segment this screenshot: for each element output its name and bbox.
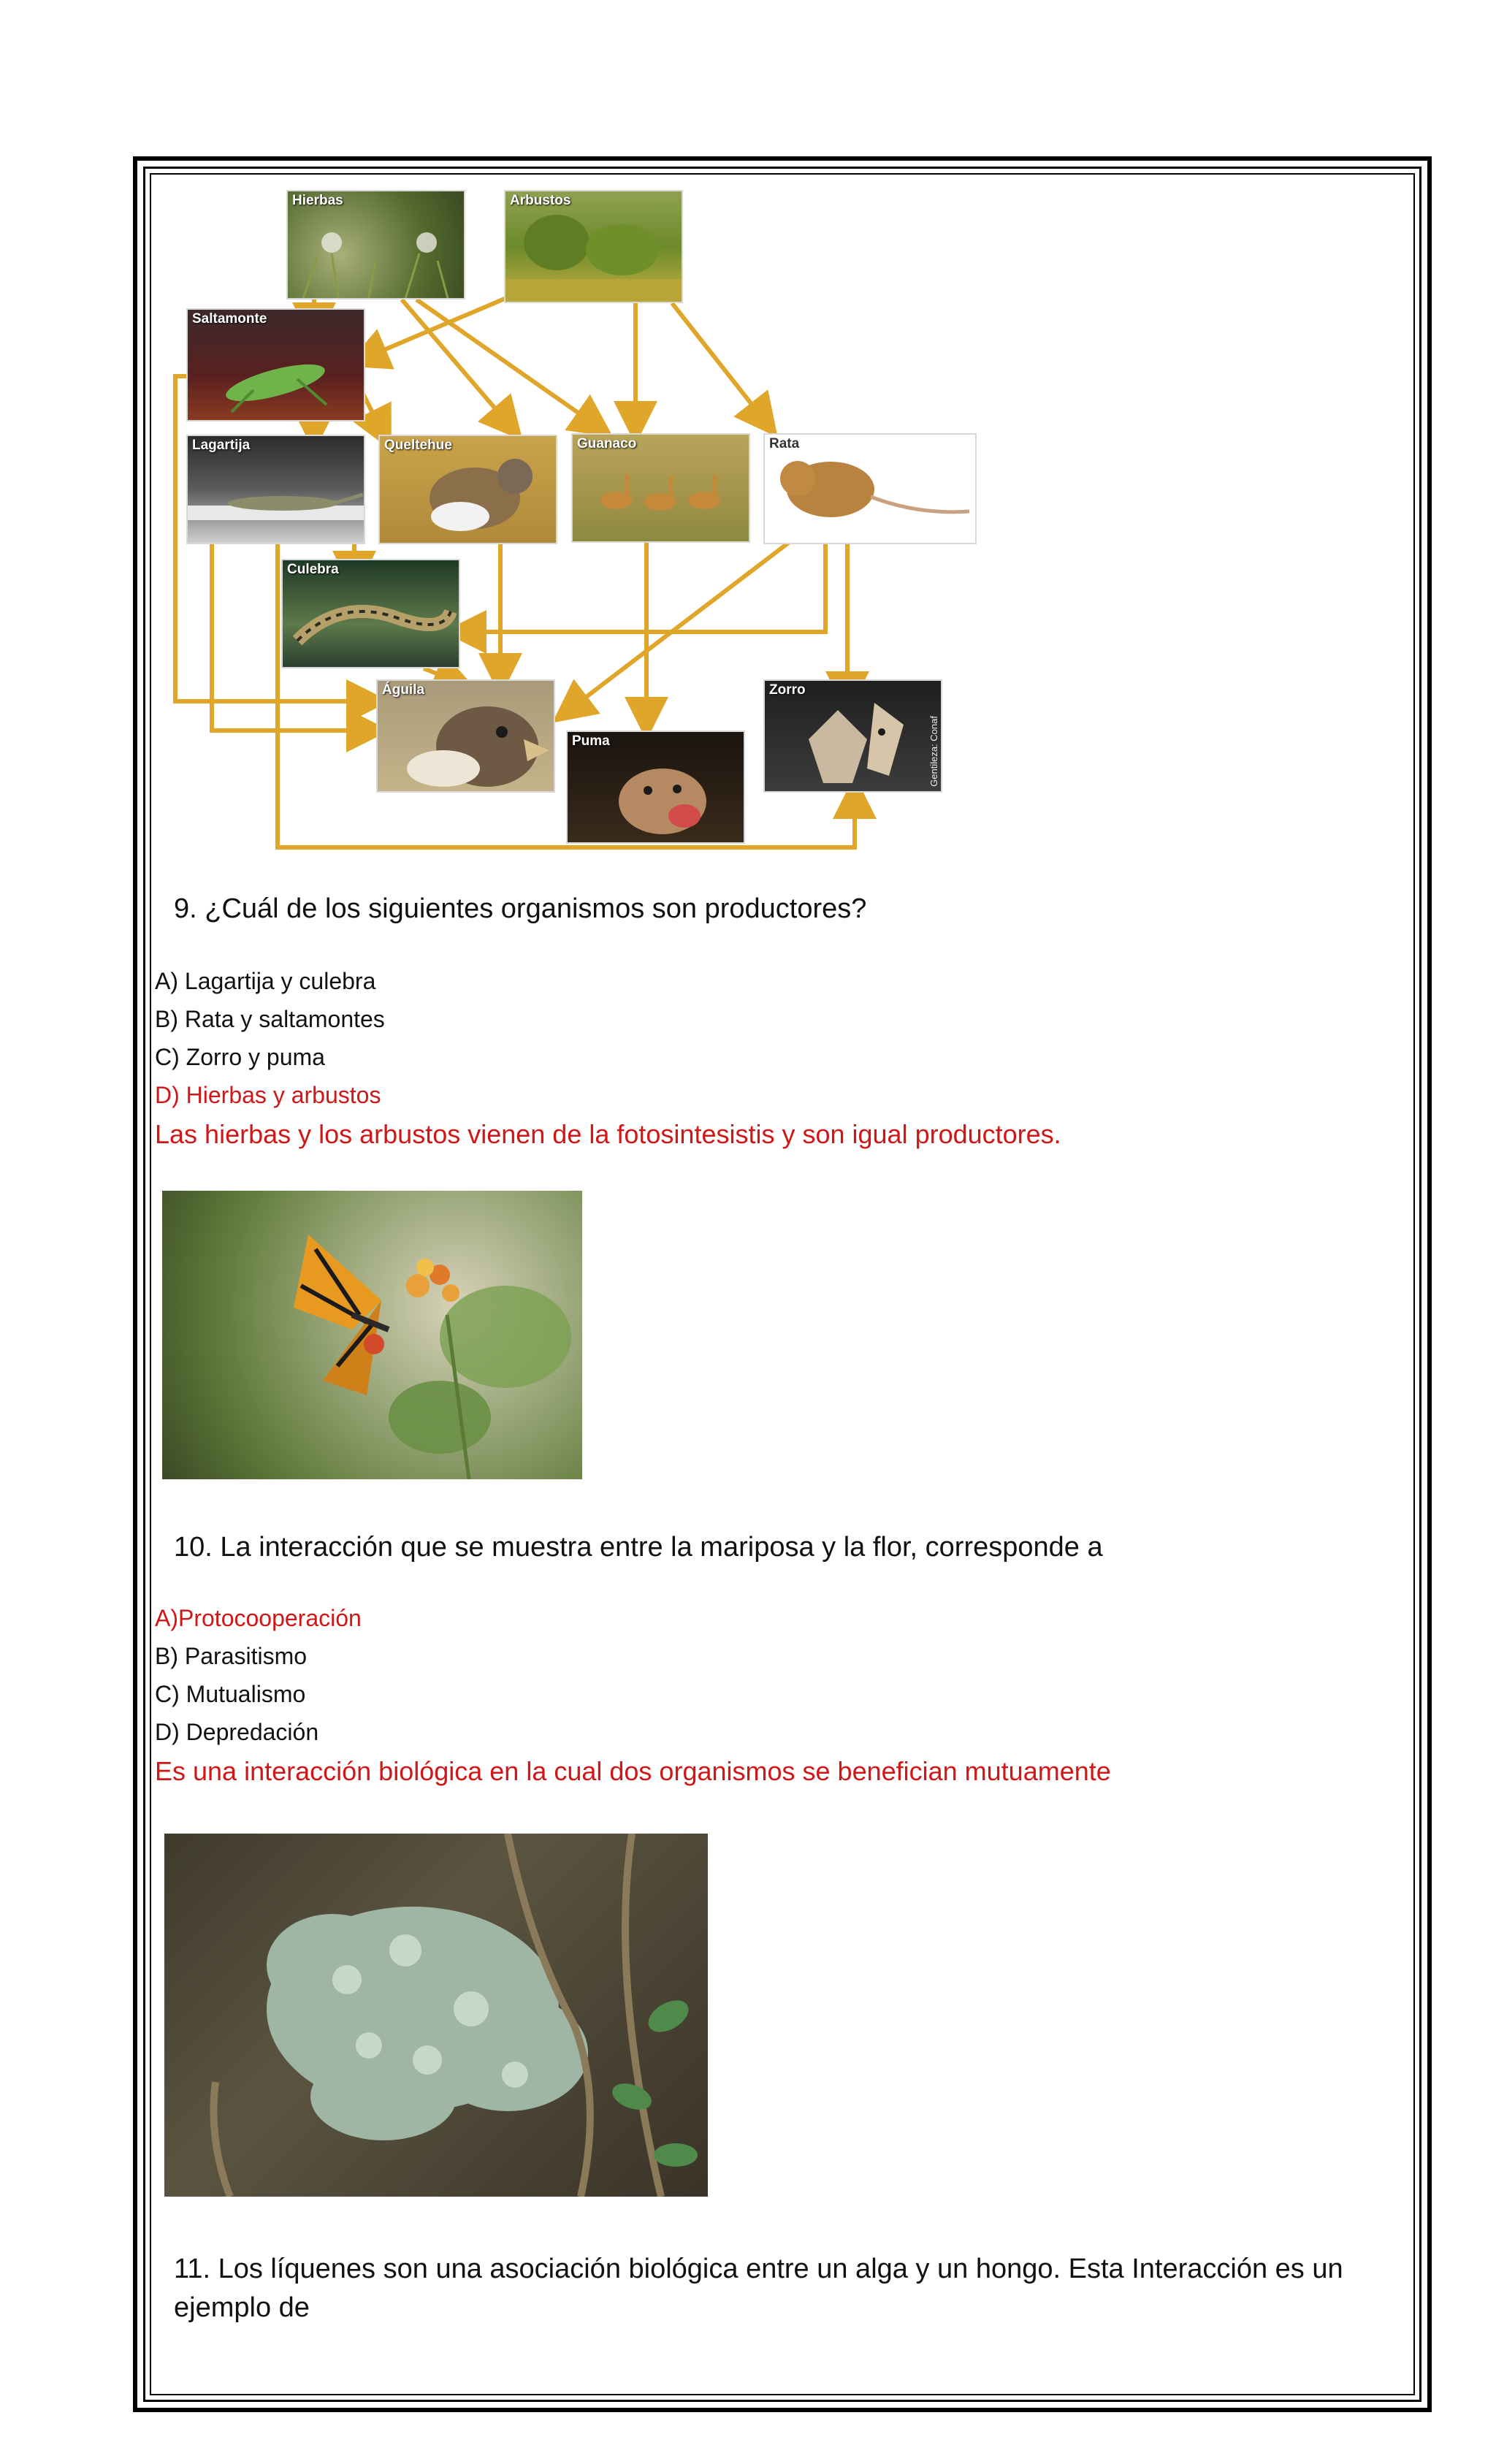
q10-option-a-answer: A)Protocooperación [155, 1605, 362, 1631]
question-10: 10. La interacción que se muestra entre la mariposa y la flor, corresponde a [174, 1532, 1103, 1563]
label-puma: Puma [572, 733, 610, 749]
organism-lagartija [186, 435, 365, 544]
question-11-line-2: ejemplo de [174, 2292, 310, 2323]
q9-option-d-answer: D) Hierbas y arbustos [155, 1082, 381, 1108]
q10-option-d: D) Depredación [155, 1719, 319, 1745]
grass-illustration [288, 191, 465, 300]
fox-illustration [765, 681, 942, 793]
organism-hierbas [286, 190, 465, 300]
q10-explanation: Es una interacción biológica en la cual dos organismos se benefician mutuamente [155, 1756, 1111, 1786]
arrow-hierbas-guanaco [416, 300, 599, 427]
label-hierbas: Hierbas [292, 193, 343, 208]
label-lagartija: Lagartija [192, 438, 251, 453]
question-11-line-1: 11. Los líquenes son una asociación biológica entre un alga y un hongo. Esta Interacción es un [174, 2254, 1343, 2284]
photo-credit: Gentileza: Conaf [928, 716, 939, 787]
butterfly-flower-photo [162, 1191, 582, 1479]
label-arbustos: Arbustos [510, 193, 571, 208]
arrow-arbustos-rata [672, 303, 767, 424]
organism-culebra [281, 559, 460, 668]
organism-zorro [763, 679, 942, 793]
q9-option-c: C) Zorro y puma [155, 1044, 325, 1070]
label-culebra: Culebra [287, 562, 339, 577]
eagle-illustration [378, 681, 555, 793]
organism-rata [763, 433, 977, 544]
label-zorro: Zorro [769, 682, 806, 698]
rat-illustration [765, 435, 977, 544]
arrow-rata-culebra [460, 537, 825, 632]
organism-aguila [376, 679, 555, 793]
grasshopper-illustration [188, 310, 365, 422]
q9-option-b: B) Rata y saltamontes [155, 1006, 385, 1032]
q10-option-c: C) Mutualismo [155, 1681, 306, 1707]
shrub-illustration [505, 191, 683, 303]
bird-illustration [380, 436, 557, 544]
question-9: 9. ¿Cuál de los siguientes organismos son productores? [174, 893, 867, 924]
q9-explanation: Las hierbas y los arbustos vienen de la fotosintesistis y son igual productores. [155, 1119, 1061, 1149]
organism-saltamonte [186, 308, 365, 422]
label-guanaco: Guanaco [577, 436, 637, 451]
organism-guanaco [571, 433, 750, 543]
label-queltehue: Queltehue [384, 438, 452, 453]
puma-illustration [568, 732, 745, 844]
label-saltamonte: Saltamonte [192, 311, 267, 327]
organism-puma [566, 731, 745, 844]
lichen-photo [164, 1834, 708, 2197]
label-aguila: Águila [382, 682, 425, 698]
q9-option-a: A) Lagartija y culebra [155, 968, 376, 994]
organism-queltehue [378, 435, 557, 544]
snake-illustration [283, 560, 460, 668]
food-web-diagram [168, 186, 986, 858]
lichen-illustration [164, 1834, 708, 2197]
guanaco-illustration [573, 435, 750, 543]
q10-option-b: B) Parasitismo [155, 1643, 308, 1669]
label-rata: Rata [769, 436, 800, 451]
lizard-illustration [188, 436, 365, 544]
butterfly-illustration [162, 1191, 582, 1479]
organism-arbustos [504, 190, 683, 303]
arrow-rata-aguila [566, 537, 796, 712]
